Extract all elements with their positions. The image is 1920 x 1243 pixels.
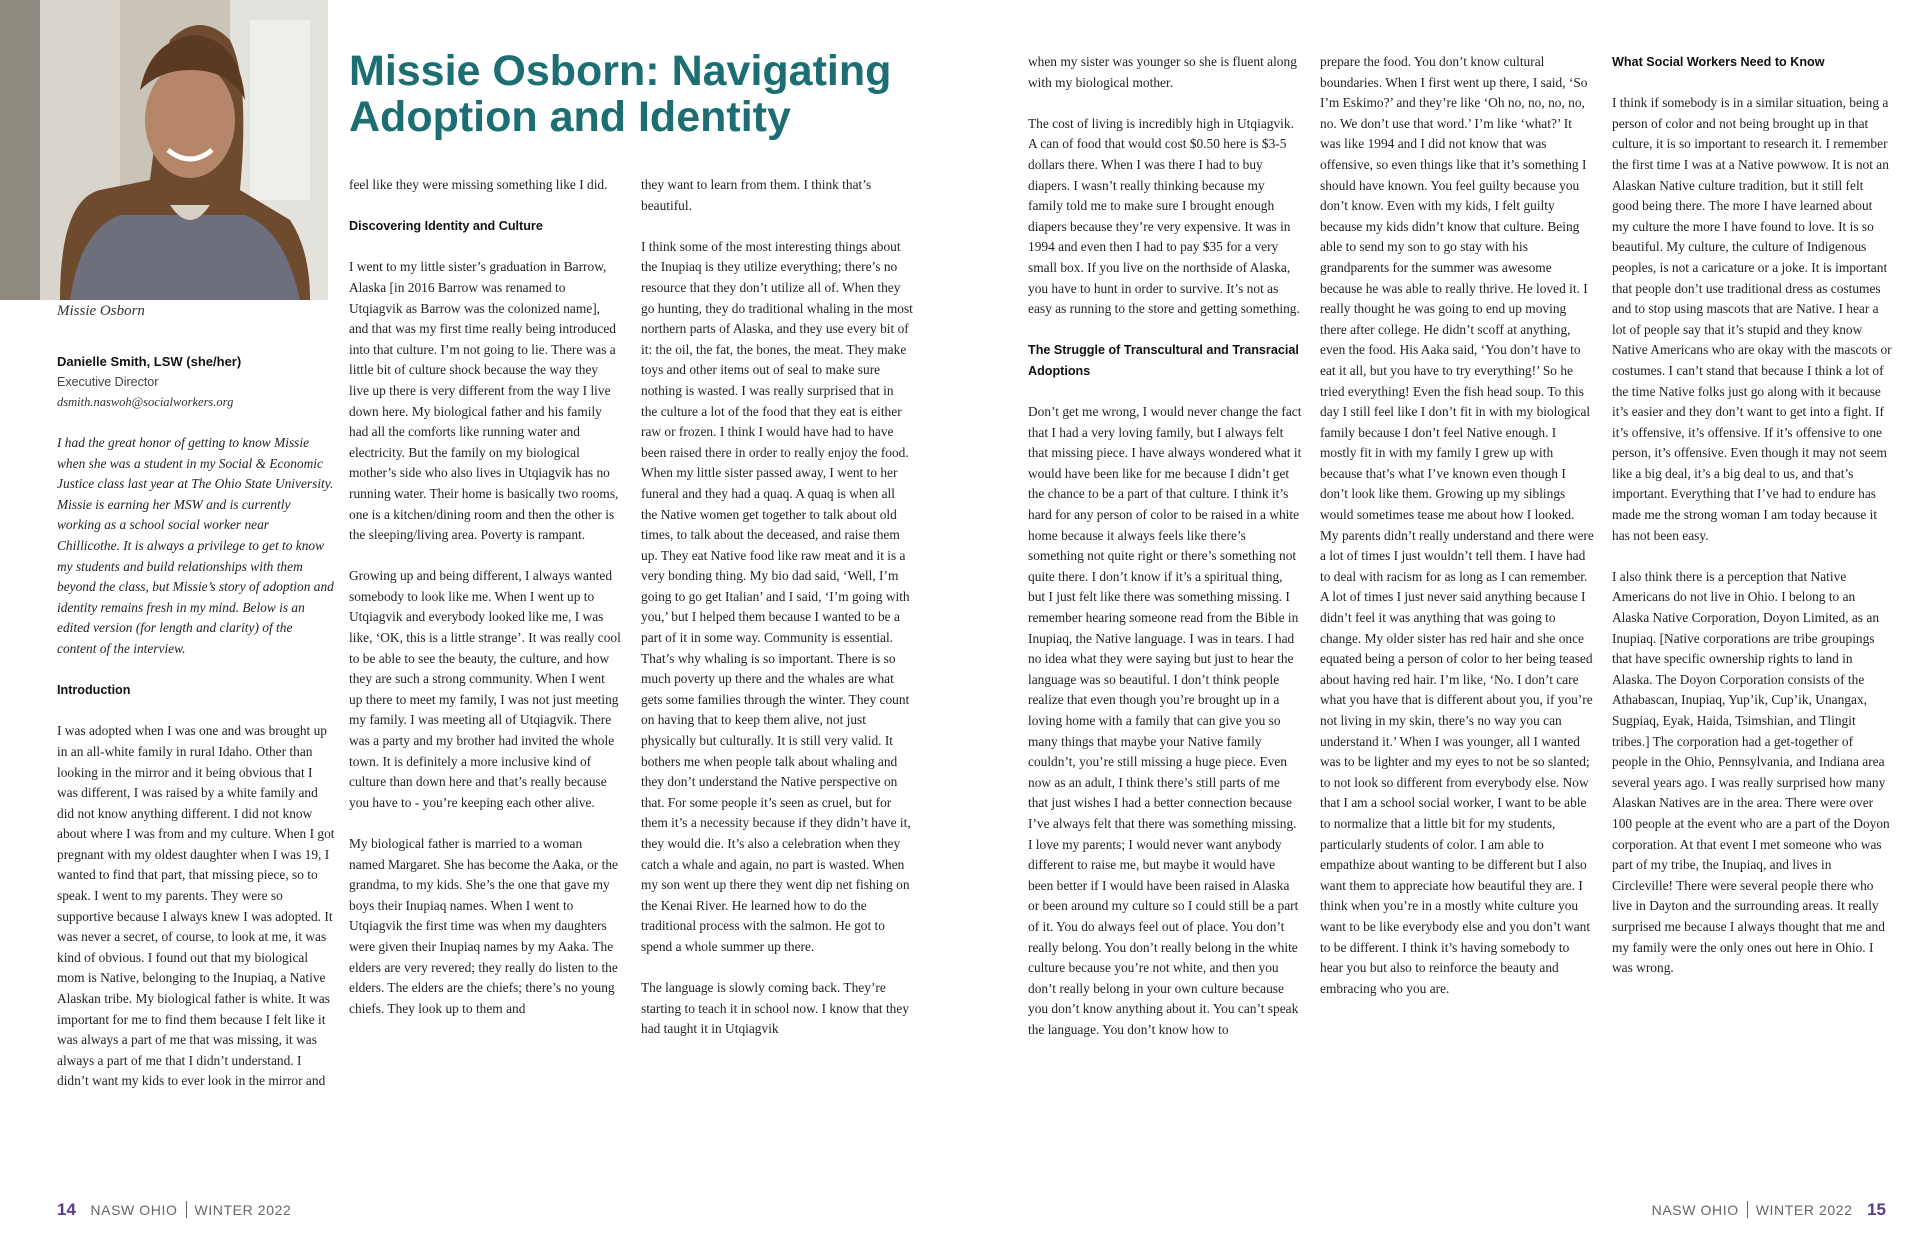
column-3 [641,175,913,1061]
author-role: Executive Director [57,375,159,389]
column-1 [57,433,335,1113]
section-heading-discovering-identity: Discovering Identity and Culture [349,219,543,234]
body-paragraph: My biological father is married to a woman named Margaret. She has become the Aaka, or the grandma, to my kids. She’s the one that gave my boys their Inupiaq names. When I went to Utqiagvik the first time was when my daughters were given their Inupiaq names by my Aaka. The elders are very revered; they really do listen to the elders. The elders are the chiefs; there’s no young chiefs. They look up to them and [349,836,618,1016]
publication-name: NASW OHIO [90,1202,178,1218]
footer-right [1652,1200,1886,1220]
intro-paragraph: I had the great honor of getting to know Missie when she was a student in my Social & Economic Justice class last year at The Ohio State University. Missie is earning her MSW and is currently working as a school social worker near Chillicothe. It is always a privilege to get to know my students and build relationships with them beyond the class, but Missie’s story of adoption and identity remains fresh in my mind. Below is an edited version (for length and clarity) of the content of the interview. [57,435,334,656]
body-paragraph: I think if somebody is in a similar situation, being a person of color and not being brought up in that culture, it is so important to research it. I remember the first time I was at a Native powwow. It is not an Alaskan Native culture tradition, but it still felt good being there. The more I have learned about my culture the more I have found to love. It is so beautiful. My culture, the culture of Indigenous peoples, is not a caricature or a joke. It is important that people don’t use traditional dress as costumes and to stop using mascots that are Native. I hear a lot of people say that it’s stupid and they know Native Americans who are okay with the mascots or costumes. I can’t stand that because I think a lot of the time Native folks just go along with it because it’s easier and they don’t want to get into a fight. If it’s offensive, it’s offensive. If it’s offensive to one person, it’s offensive. Even though it may not seem like a big deal, it’s a big deal to us, and that’s important. Everything that I’ve had to endure has made me the strong woman I am today because it has not been easy. [1612,95,1892,543]
body-paragraph: The cost of living is incredibly high in Utqiagvik. A can of food that would cost $0.50 here is $3-5 dollars there. When I was there I had to buy diapers. I wasn’t really thinking because my family told me to make sure I brought enough diapers because they’re very expensive. It was in 1994 and even then I had to pay $35 for a very small box. If you live on the northside of Alaska, you have to hunt in order to survive. It’s not as easy as running to the store and getting something. [1028,115,1300,317]
column-4 [1028,52,1302,1061]
page-number-left: 14 [57,1200,76,1219]
page-number-right: 15 [1867,1200,1886,1219]
column-5 [1320,52,1594,1020]
body-paragraph: prepare the food. You don’t know cultural boundaries. When I first went up there, I said, ‘So I’m Eskimo?’ and they’re like ‘Oh no, no, no, no, no. We don’t use that word.’ I’m like ‘what?’ It was like 1994 and I did not know that was offensive, so even things like that it’s something I should have known. You feel guilty because you don’t know. Even with my kids, I felt guilty because my kids didn’t know that culture. Being able to send my son to go stay with his grandparents for the summer was awesome because he was able to really thrive. He loved it. I really thought he was going to end up moving there after college. He didn’t scoff at anything, even the food. His Aaka said, ‘You don’t have to eat it all, but you have to try everything!’ So he tried everything! Even the fish head soup. To this day I still feel like I don’t fit in with my biological family because I don’t feel Native enough. I mostly fit in with my family I grew up with because that’s what I’ve known even though I don’t look like them. Growing up my siblings would sometimes tease me about how I looked. My parents didn’t really understand and there were a lot of times I just wouldn’t tell them. I have had to deal with racism for as long as I can remember. A lot of times I just never said anything because I didn’t feel it was anything that was going to change. My older sister has red hair and she once equated being a person of color to her being teased about having red hair. I’m like, ‘No. I don’t care what you have that is different about you, if you’re not living in my skin, there’s no way you can understand it.’ When I was younger, all I wanted was to be lighter and my eyes to not be so slanted; to not look so different from everybody else. Now that I am a school social worker, I want to be able to normalize that a little bit for my students, particularly students of color. I am able to empathize about wanting to be different but I also want them to appreciate how beautiful they are. I think when you’re in a mostly white culture you want to be like everybody else and you don’t want to be different. I think it’s having somebody to hear you but also to reinforce the beauty and embracing who you are. [1320,54,1594,996]
column-2 [349,175,621,1040]
footer-left [57,1200,291,1220]
body-paragraph: Don’t get me wrong, I would never change the fact that I had a very loving family, but I always felt that missing piece. I have always wondered what it would have been like for me because I didn’t get the chance to be a part of that culture. I think it’s hard for any person of color to be raised in a white home because it always feels like there’s something not quite right or there’s something not quite there. I don’t know if it’s a spiritual thing, but I just felt like there was something missing. I remember hearing someone read from the Bible in Inupiaq, the Native language. I was in tears. I had no idea what they were saying but just to hear the language was so beautiful. I don’t think people realize that even though you’re brought up in a loving home with a family that can give you so many things that maybe your Native family couldn’t, you’re still missing a huge piece. Even now as an adult, I think there’s still parts of me that just wishes I had a better connection because I’ve always felt that there was something missing. I love my parents; I would never want anybody different to raise me, but maybe it would have been better if I would have been raised in Alaska or been around my culture so I could still be a part of it. You do always feel out of place. You don’t really belong. You don’t really belong in the white culture because you’re not white, and then you don’t really belong in your own culture because you don’t know anything about it. You can’t speak the language. You don’t know how to [1028,404,1302,1037]
body-paragraph: feel like they were missing something like I did. [349,177,608,192]
body-paragraph: The language is slowly coming back. They’re starting to teach it in school now. I know that they had taught it in Utqiagvik [641,980,910,1037]
footer-divider [186,1201,187,1218]
publication-name: NASW OHIO [1651,1202,1739,1218]
body-paragraph: I think some of the most interesting things about the Inupiaq is they utilize everything; there’s no resource that they don’t utilize all of. When they go hunting, they do traditional whaling in the most northern parts of Alaska, and they use every bit of it: the oil, the fat, the bones, the meat. They make toys and other items out of seal to make sure nothing is wasted. I was really surprised that in the culture a lot of the food that they eat is either raw or frozen. I think I would have had to have been raised there in order to really enjoy the food. When my little sister passed away, I went to her funeral and they had a quaq. A quaq is when all the Native women get together to talk about old times, to talk about the deceased, and raise them up. They eat Native food like raw meat and it is a very bonding thing. My bio dad said, ‘Well, I’m going to go get Italian’ and I said, ‘I’m going with you,’ but I helped them because I wanted to be a part of it in some way. Community is essential. That’s why whaling is so important. There is so much poverty up there and the whales are what gets some families through the winter. They count on having that to keep them alive, not just physically but culturally. It is still very valid. It bothers me when people talk about whaling and they don’t understand the Native perspective on that. For some people it’s seen as cruel, but for them it’s a necessity because if they didn’t have it, they would die. It’s also a celebration when they catch a whale and again, no part is wasted. When my son went up there they went dip net fishing on the Kenai River. He learned how to do the traditional process with the salmon. He got to spend a whole summer up there. [641,238,913,954]
author-name: Danielle Smith, LSW (she/her) [57,354,242,369]
article-title: Missie Osborn: Navigating Adoption and Identity [349,47,892,141]
body-paragraph: I went to my little sister’s graduation in Barrow, Alaska [in 2016 Barrow was renamed to Utqiagvik as Barrow was the colonized name], and that was my first time really being introduced into that culture. I’m not going to lie. There was a little bit of culture shock because the way they live up there is very different from the way I live down here. My biological father and his family had all the comforts like running water and electricity. But the family on my biological mother’s side who also lives in Utqiagvik has no running water. Their home is basically two rooms, one is a kitchen/dining room and then the other is the sleeping/living area. Poverty is rampant. [349,259,619,543]
section-heading-social-workers: What Social Workers Need to Know [1612,55,1825,69]
author-block [57,352,337,412]
issue-name: WINTER 2022 [1755,1202,1853,1218]
footer-divider [1747,1201,1748,1218]
body-paragraph: Growing up and being different, I always wanted somebody to look like me. When I went up to Utqiagvik and everybody looked like me, I was like, ‘OK, this is a little strange’. It was really cool to be able to see the beauty, the culture, and how they are such a strong community. When I went up there to meet my family, I was not just meeting my family. I was meeting all of Utqiagvik. There was a party and my brother had invited the whole town. It is definitely a more inclusive kind of culture than down here and that’s really because you have to - you’re keeping each other alive. [349,568,621,810]
author-subject-photo [0,0,328,300]
section-heading-introduction: Introduction [57,683,131,698]
body-paragraph: they want to learn from them. I think that’s beautiful. [641,177,872,213]
body-paragraph: when my sister was younger so she is fluent along with my biological mother. [1028,54,1297,90]
author-email[interactable]: dsmith.naswoh@socialworkers.org [57,395,234,409]
body-paragraph: I was adopted when I was one and was brought up in an all-white family in rural Idaho. Other than looking in the mirror and it being obvious that I was different, I was raised by a white family and did not know anything different. I did not know about where I was from and my culture. When I got pregnant with my oldest daughter when I was 19, I wanted to find that part, that missing piece, so to speak. I went to my parents. They were so supportive because I always knew I was adopted. It was never a secret, of course, to look at me, it was kind of obvious. I found out that my biological mom is Native, belonging to the Inupiaq, a Native Alaskan tribe. My biological father is white. It was important for me to find them because I felt like it was always a part of me that was missing, it was always a part of me that I didn’t understand. I didn’t want my kids to ever look in the mirror and [57,723,335,1089]
column-6 [1612,52,1892,999]
photo-caption: Missie Osborn [57,303,145,319]
section-heading-transracial-adoptions: The Struggle of Transcultural and Transracial Adoptions [1028,343,1299,378]
issue-name: WINTER 2022 [194,1202,292,1218]
body-paragraph: I also think there is a perception that Native Americans do not live in Ohio. I belong to an Alaska Native Corporation, Doyon Limited, as an Inupiaq. [Native corporations are tribe groupings that have specific ownership rights to land in Alaska. The Doyon Corporation consists of the Athabascan, Inupiaq, Yup’ik, Cup’ik, Unangax, Sugpiaq, Eyak, Haida, Tsimshian, and Tlingit tribes.] The corporation had a get-together of people in the Ohio, Pennsylvania, and Indiana area several years ago. I was really surprised how many Alaskan Natives are in the area. There were over 100 people at the event who are a part of the Doyon corporation. At that event I met someone who was part of my tribe, the Inupiaq, and lives in Circleville! There were several people there who live in Dayton and the surrounding areas. It really surprised me because I always thought that me and my family were the only ones out here in Ohio. I was wrong. [1612,568,1890,976]
